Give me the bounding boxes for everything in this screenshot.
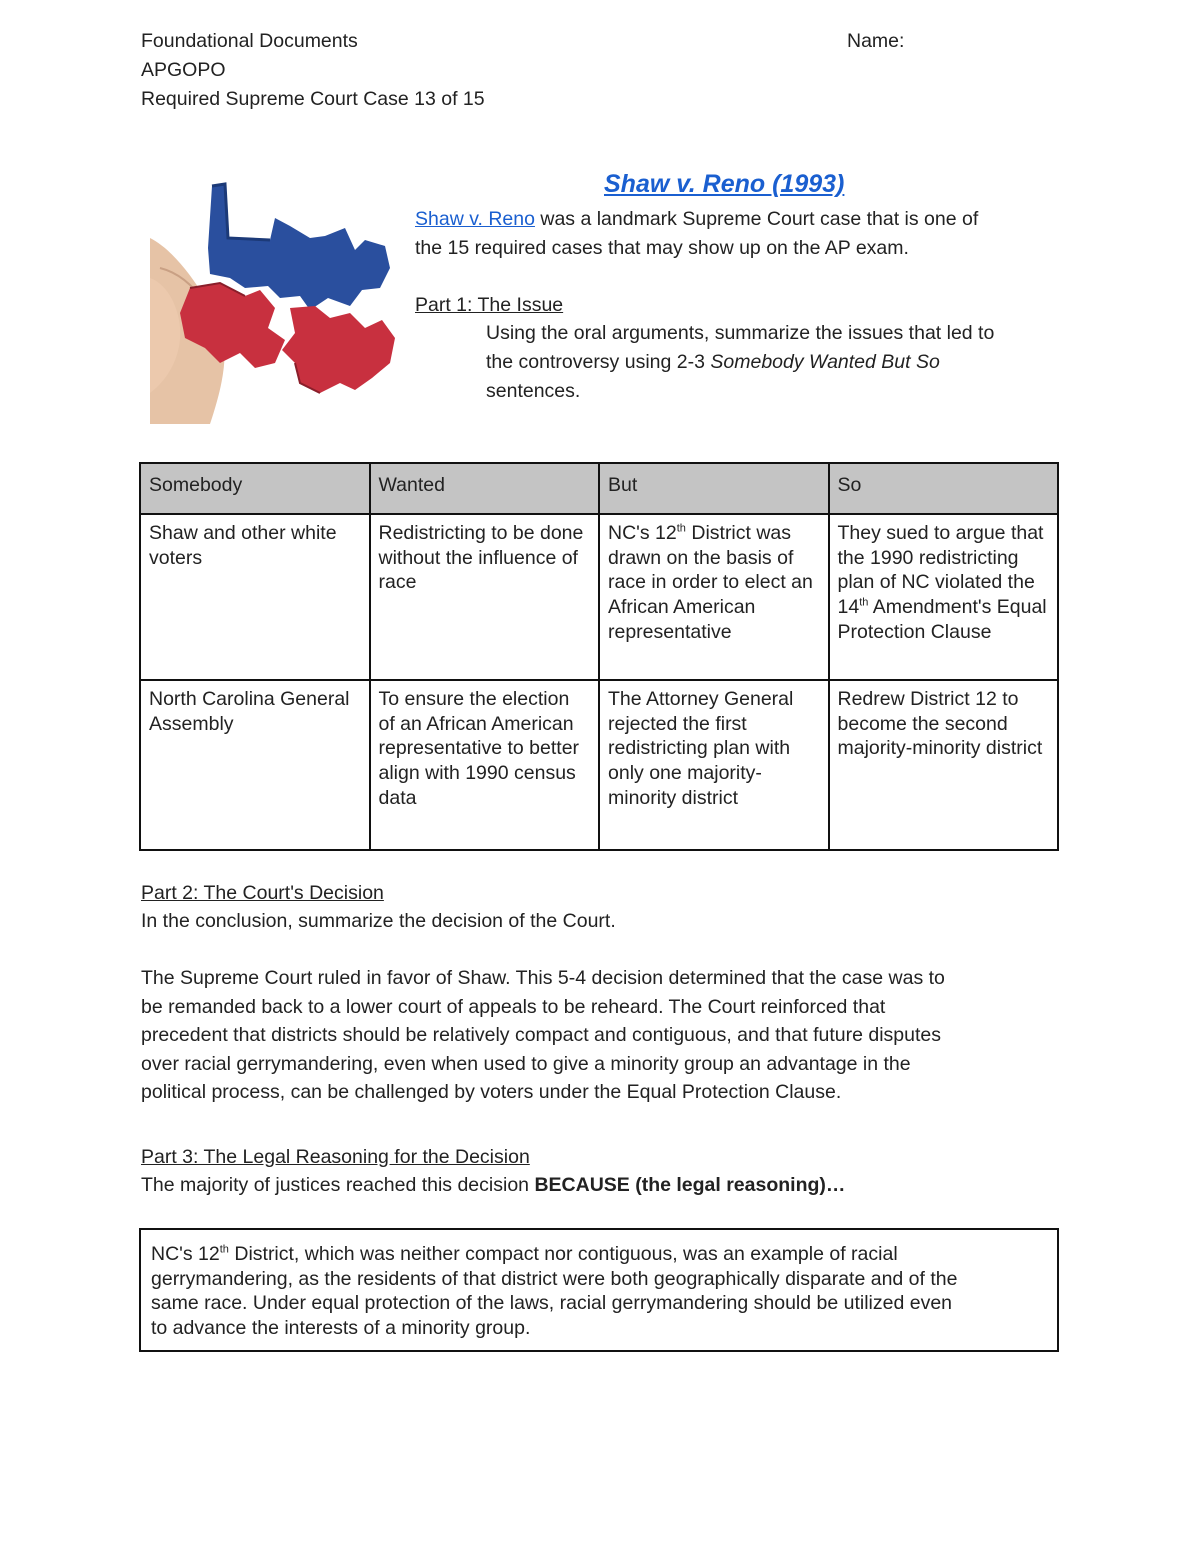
reasoning-line-3: same race. Under equal protection of the laws, racial gerrymandering should be utilized even [151, 1292, 953, 1315]
header-so: So [829, 463, 1059, 514]
part1-line-2: the controversy using 2-3 Somebody Wanted But So [486, 351, 940, 373]
name-label: Name: [847, 30, 905, 52]
reasoning-line-2: gerrymandering, as the residents of that district were both geographically disparate and of the [151, 1267, 958, 1290]
case-link[interactable]: Shaw v. Reno [415, 208, 535, 230]
table-header-row [140, 463, 1058, 514]
reasoning-line-1: NC's 12th District, which was neither compact nor contiguous, was an example of racial [151, 1243, 898, 1265]
part3-prompt: The majority of justices reached this decision BECAUSE (the legal reasoning)… [141, 1174, 846, 1196]
cell-somebody: Shaw and other white voters [140, 514, 370, 680]
class-code: APGOPO [141, 59, 226, 81]
part2-answer: The Supreme Court ruled in favor of Shaw. This 5-4 decision determined that the case was to be remanded back to a lower court of appeals to be reheard. The Court reinforced that precedent that districts should be relatively compact and contiguous, and that future disputes over racial gerrymandering, even when used to give a minority group an advantage in the political process, can be challenged by voters under the Equal Protection Clause. [141, 967, 945, 1103]
table-row [140, 680, 1058, 850]
header-but: But [599, 463, 829, 514]
header-somebody: Somebody [140, 463, 370, 514]
part1-heading: Part 1: The Issue [415, 294, 564, 316]
intro-line-2: the 15 required cases that may show up on the AP exam. [415, 237, 909, 259]
cell-wanted: To ensure the election of an African American representative to better align with 1990 census data [370, 680, 600, 850]
swbs-table [139, 462, 1059, 851]
puzzle-map-icon [150, 178, 400, 424]
course-title: Foundational Documents [141, 30, 358, 52]
part2-heading: Part 2: The Court's Decision [141, 882, 384, 904]
reasoning-line-4: to advance the interests of a minority group. [151, 1317, 531, 1340]
cell-so: They sued to argue that the 1990 redistricting plan of NC violated the 14th Amendment's Equal Protection Clause [829, 514, 1059, 680]
part1-line-1: Using the oral arguments, summarize the issues that led to [486, 322, 995, 344]
cell-somebody: North Carolina General Assembly [140, 680, 370, 850]
case-count: Required Supreme Court Case 13 of 15 [141, 88, 485, 110]
reasoning-box [139, 1228, 1059, 1352]
cell-but: NC's 12th District was drawn on the basis of race in order to elect an African American representative [599, 514, 829, 680]
intro-line-1: Shaw v. Reno was a landmark Supreme Court case that is one of [415, 208, 979, 230]
table-row [140, 514, 1058, 680]
cell-so: Redrew District 12 to become the second majority-minority district [829, 680, 1059, 850]
part1-line-3: sentences. [486, 380, 581, 402]
case-title: Shaw v. Reno (1993) [604, 170, 845, 198]
part3-heading: Part 3: The Legal Reasoning for the Decision [141, 1146, 530, 1168]
cell-but: The Attorney General rejected the first redistricting plan with only one majority-minority district [599, 680, 829, 850]
header-wanted: Wanted [370, 463, 600, 514]
part2-prompt: In the conclusion, summarize the decision of the Court. [141, 910, 616, 932]
cell-wanted: Redistricting to be done without the influence of race [370, 514, 600, 680]
